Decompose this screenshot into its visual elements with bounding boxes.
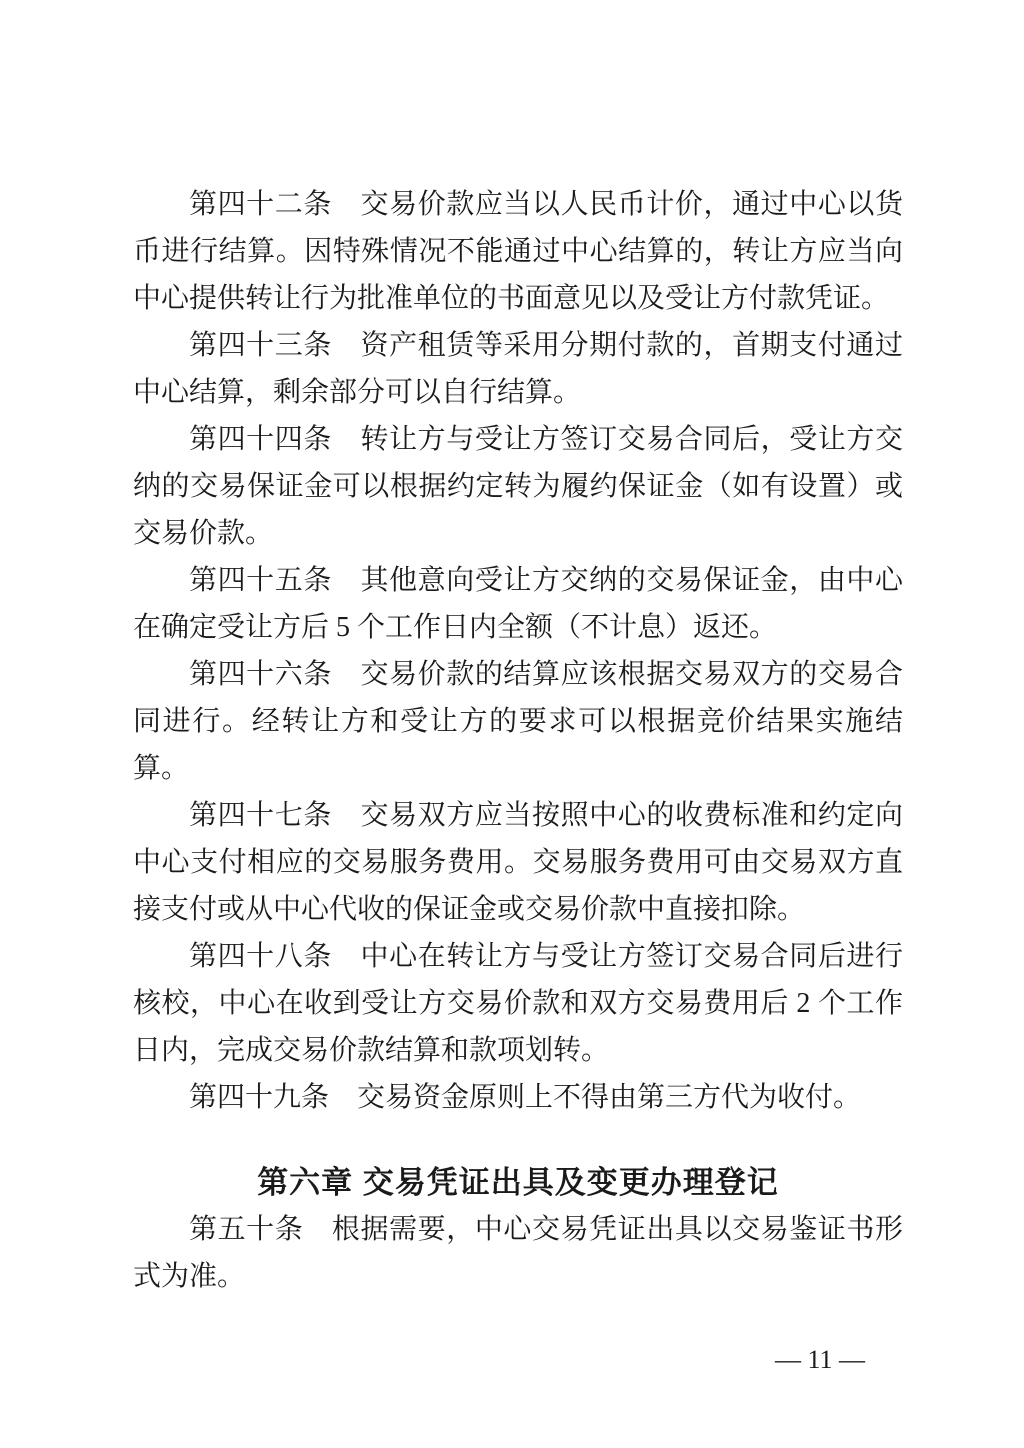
article-50-paragraph: 第五十条 根据需要，中心交易凭证出具以交易鉴证书形式为准。 [133,1214,903,1292]
article-45-paragraph: 第四十五条 其他意向受让方交纳的交易保证金，由中心在确定受让方后 5 个工作日内全额（不计息）返还。 [133,565,903,643]
article-49-paragraph: 第四十九条 交易资金原则上不得由第三方代为收付。 [189,1082,862,1113]
document-body [133,181,903,1375]
article-46-paragraph: 第四十六条 交易价款的结算应该根据交易双方的交易合同进行。经转让方和受让方的要求可以根据竞价结果实施结算。 [133,659,903,784]
article-47-paragraph: 第四十七条 交易双方应当按照中心的收费标准和约定向中心支付相应的交易服务费用。交易服务费用可由交易双方直接支付或从中心代收的保证金或交易价款中直接扣除。 [133,800,903,925]
article-44-paragraph: 第四十四条 转让方与受让方签订交易合同后，受让方交纳的交易保证金可以根据约定转为履约保证金（如有设置）或交易价款。 [133,424,903,549]
page-number: — 11 — [774,1345,865,1374]
article-43-paragraph: 第四十三条 资产租赁等采用分期付款的，首期支付通过中心结算，剩余部分可以自行结算。 [133,330,903,408]
article-48-paragraph: 第四十八条 中心在转让方与受让方签订交易合同后进行核校，中心在收到受让方交易价款和双方交易费用后 2 个工作日内，完成交易价款结算和款项划转。 [133,941,903,1066]
chapter-6-heading: 第六章 交易凭证出具及变更办理登记 [257,1165,779,1200]
article-42-paragraph: 第四十二条 交易价款应当以人民币计价，通过中心以货币进行结算。因特殊情况不能通过中心结算的，转让方应当向中心提供转让行为批准单位的书面意见以及受让方付款凭证。 [133,189,903,314]
